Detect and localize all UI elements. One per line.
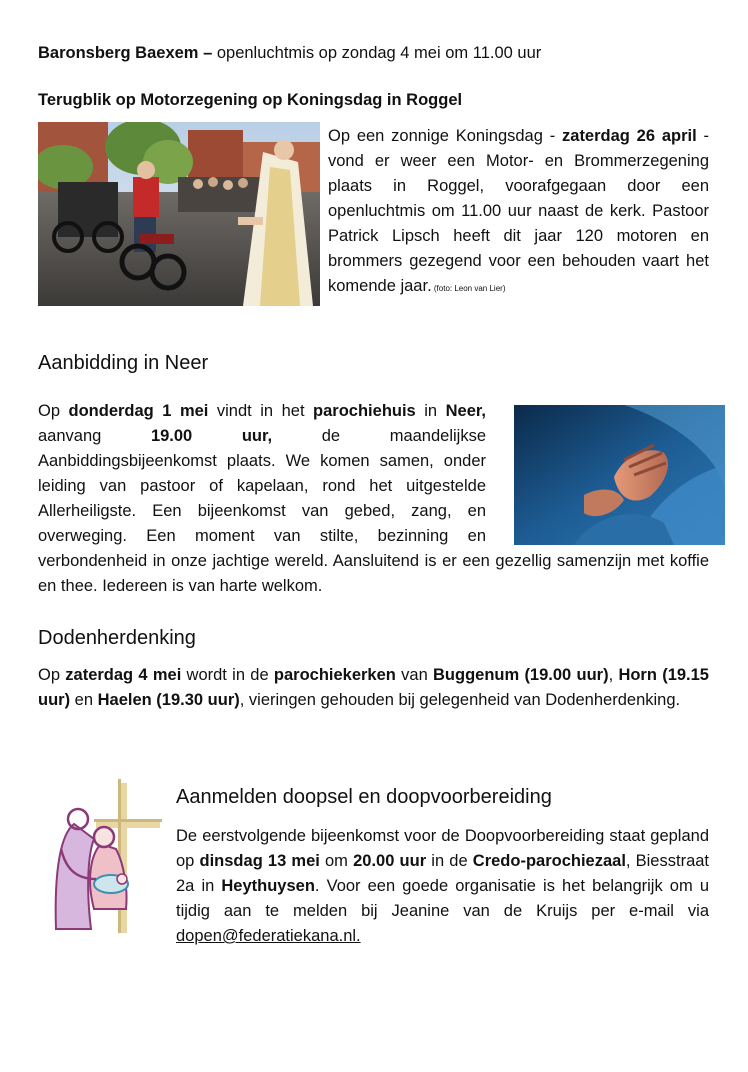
- motorcycle-blessing-photo: [38, 122, 320, 306]
- dod-date: zaterdag 4 mei: [65, 666, 182, 684]
- doop-text: in de: [426, 852, 473, 870]
- roggel-heading: Terugblik op Motorzegening op Koningsdag in Roggel: [38, 91, 463, 109]
- dod-horn: Horn (19.15 uur): [38, 666, 709, 709]
- neer-heading: Aanbidding in Neer: [38, 352, 209, 374]
- praying-hands-photo: [514, 405, 725, 545]
- neer-text: Op: [38, 402, 69, 420]
- neer-text: de maandelijkse Aanbiddingsbijeenkomst plaats. We komen samen, onder leiding van pastoor of kapelaan, rond het uitgestelde Allerheiligste. Een bijeenkomst van gebed, zang, en overweging. Een moment van stilte, bezinning en verbondenheid in onze jachtige wereld. Aansluitend is er een gezellig samenzijn met koffie en thee. Iedereen is van harte welkom.: [38, 427, 709, 595]
- doop-location: Credo-parochiezaal: [472, 852, 626, 870]
- neer-location: parochiehuis: [313, 402, 416, 420]
- baexem-dash: –: [198, 44, 217, 62]
- roggel-date: zaterdag 26 april: [562, 127, 697, 145]
- neer-text: aanvang: [38, 427, 151, 445]
- roggel-body: [328, 124, 709, 301]
- dodenherdenking-heading: Dodenherdenking: [38, 627, 196, 649]
- doop-place: Heythuysen: [221, 877, 315, 895]
- dod-text: van: [395, 666, 434, 684]
- doop-body: [176, 824, 709, 949]
- doop-date: dinsdag 13 mei: [199, 852, 320, 870]
- dod-buggenum: Buggenum (19.00 uur): [433, 666, 609, 684]
- doop-text: De eerstvolgende bijeenkomst voor de Doopvoorbereiding staat gepland op: [176, 827, 709, 870]
- dod-text: en: [70, 691, 98, 709]
- dod-location: parochiekerken: [273, 666, 396, 684]
- baexem-desc: openluchtmis op zondag 4 mei om 11.00 uur: [216, 44, 542, 62]
- neer-date: donderdag 1 mei: [68, 402, 209, 420]
- neer-time: 19.00 uur,: [150, 427, 273, 445]
- dod-text: wordt in de: [181, 666, 274, 684]
- baexem-announcement: [38, 41, 541, 65]
- baptism-illustration: [46, 779, 164, 939]
- dod-text: ,: [608, 666, 619, 684]
- roggel-text: Op een zonnige Koningsdag -: [328, 127, 563, 145]
- dod-text: Op: [38, 666, 66, 684]
- baexem-place: Baronsberg Baexem: [38, 44, 199, 62]
- roggel-text: - vond er weer een Motor- en Brommerzegening plaats in Roggel, voorafgegaan door een openluchtmis om 11.00 uur naast de kerk. Pastoor Patrick Lipsch heeft dit jaar 120 motoren en brommers gezegend voor een behouden vaart het komende jaar.: [328, 127, 709, 295]
- doop-text: om: [319, 852, 354, 870]
- dod-text: , vieringen gehouden bij gelegenheid van Dodenherdenking.: [239, 691, 681, 709]
- email-link[interactable]: dopen@federatiekana.nl.: [176, 927, 361, 945]
- doop-text: . Voor een goede organisatie is het belangrijk om u tijdig aan te melden bij Jeanine van de Kruijs per e-mail via: [176, 877, 709, 920]
- photo-credit: (foto: Leon van Lier): [431, 284, 506, 293]
- doop-heading: Aanmelden doopsel en doopvoorbereiding: [176, 786, 552, 808]
- neer-place: Neer,: [445, 402, 486, 420]
- doop-text: , Biesstraat 2a in: [176, 852, 710, 895]
- dodenherdenking-body: [38, 663, 709, 713]
- dod-haelen: Haelen (19.30 uur): [97, 691, 240, 709]
- neer-text: vindt in het: [208, 402, 314, 420]
- neer-text: in: [415, 402, 446, 420]
- doop-time: 20.00 uur: [353, 852, 427, 870]
